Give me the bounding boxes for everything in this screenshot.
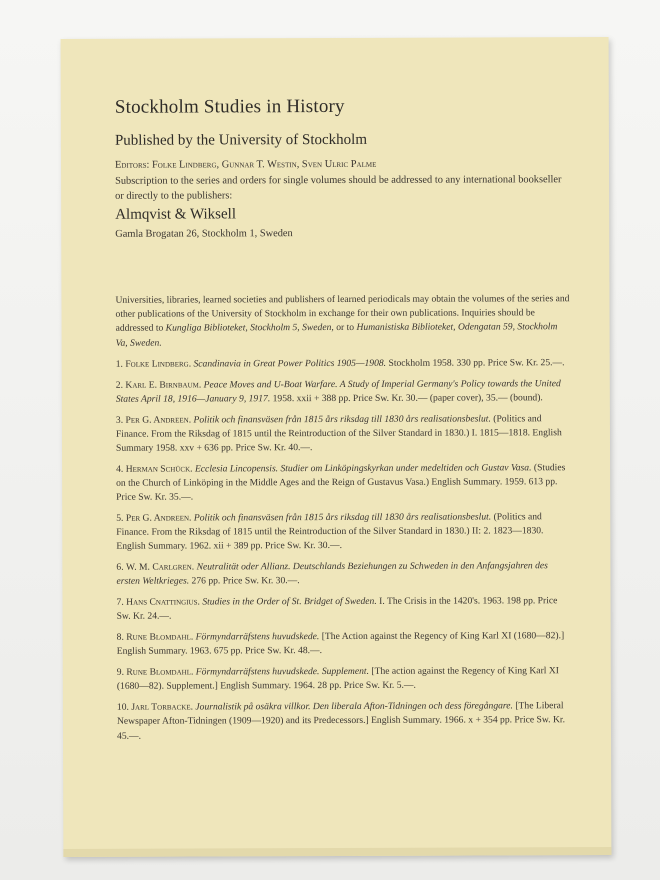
entry-title: Ecclesia Lincopensis. Studier om Linköpingskyrkan under medeltiden och Gustav Vasa.: [194, 462, 532, 475]
entry-details: (Politics and Finance. From the Riksdag of 1815 until the Reintroduction of the Silver Standard in 1830.) II: 2. 1823—1830. English Summary. 1962. xii + 389 pp. Price Sw. Kr. 30.—.: [116, 511, 544, 553]
entry-author: Herman Schück.: [125, 463, 193, 475]
volume-entry: [116, 559, 571, 589]
entry-details: 276 pp. Price Sw. Kr. 30.—.: [191, 575, 300, 587]
publisher-name: Almqvist & Wiksell: [115, 206, 237, 223]
editors-label: Editors:: [114, 159, 150, 171]
intro-address-1: Kungliga Biblioteket, Stockholm 5, Sweden,: [165, 322, 334, 335]
entry-title: Journalistik på osäkra villkor. Den liberala Afton-Tidningen och dess föregångare.: [195, 700, 513, 713]
entry-author: Folke Lindberg.: [125, 358, 192, 370]
entry-title: Politik och finansväsen från 1815 års riksdag till 1830 års realisationsbeslut.: [193, 413, 491, 426]
editors-names: Folke Lindberg, Gunnar T. Westin, Sven Ulric Palme: [151, 158, 377, 171]
editors-line: [115, 156, 570, 173]
entry-author: Hans Cnattingius.: [126, 596, 200, 608]
entry-number: 2.: [115, 379, 124, 391]
entry-number: 10.: [116, 701, 129, 713]
volume-list: [116, 356, 572, 744]
volume-entry: [117, 629, 572, 659]
intro-text-2: or to: [333, 322, 357, 334]
volume-entry: [116, 377, 571, 407]
entry-author: Rune Blomdahl.: [126, 666, 194, 678]
volume-entry: [116, 412, 571, 456]
entry-number: 3.: [115, 414, 124, 426]
volume-entry: [117, 594, 572, 624]
volume-entry: [117, 664, 572, 694]
entry-details: I. The Crisis in the 1420's. 1963. 198 pp. Price Sw. Kr. 24.—.: [116, 595, 558, 623]
entry-number: 6.: [116, 561, 124, 573]
entry-title: Peace Moves and U-Boat Warfare. A Study of Imperial Germany's Policy towards the United States April 18, 1916—January 9, 1917.: [115, 377, 561, 405]
entry-title: Studies in the Order of St. Bridget of Sweden.: [202, 596, 377, 608]
book-back-cover: [61, 37, 612, 857]
series-title: Stockholm Studies in History: [114, 95, 345, 118]
publisher-line: Published by the University of Stockholm: [114, 131, 368, 149]
entry-number: 4.: [116, 463, 124, 475]
entry-number: 5.: [116, 512, 124, 524]
volume-entry: [116, 461, 571, 505]
entry-title: Förmyndarräfstens huvudskede. Supplement.: [195, 666, 370, 678]
entry-details: (Studies on the Church of Linköping in the Middle Ages and the Reign of Gustavus Vasa.) English Summary. 1959. 613 pp. Price Sw. Kr. 35.—.: [116, 462, 566, 503]
entry-author: W. M. Carlgren.: [126, 561, 195, 573]
entry-details: Stockholm 1958. 330 pp. Price Sw. Kr. 25.—.: [388, 357, 565, 369]
entry-number: 7.: [116, 596, 124, 608]
subscription-text: Subscription to the series and orders for single volumes should be addressed to any international bookseller or directly to the publishers:: [115, 174, 562, 202]
entry-number: 9.: [116, 666, 125, 678]
entry-details: [The action against the Regency of King Karl XI (1680—82). Supplement.] English Summary. 1964. 28 pp. Price Sw. Kr. 5.—.: [116, 665, 559, 693]
cover-content: [115, 95, 572, 750]
entry-details: [The Liberal Newspaper Afton-Tidningen (1909—1920) and its Predecessors.] English Summary. 1966. x + 354 pp. Price Sw. Kr. 45.—.: [116, 700, 565, 742]
intro-address-2: Humanistiska Biblioteket, Odengatan 59, Stockholm Va, Sweden.: [115, 321, 558, 349]
entry-title: Förmyndarräfstens huvudskede.: [195, 631, 320, 643]
entry-author: Karl E. Birnbaum.: [125, 379, 202, 391]
volume-entry: [116, 510, 571, 554]
intro-text-1: Universities, libraries, learned societies and publishers of learned periodicals may obtain the volumes of the series and other publications of the University of Stockholm in exchange for their own publications. Inquiries should be addressed to: [115, 293, 570, 335]
entry-details: (Politics and Finance. From the Riksdag of 1815 until the Reintroduction of the Silver Standard in 1830.) I. 1815—1818. English Summary 1958. xxv + 636 pp. Price Sw. Kr. 40.—.: [115, 412, 562, 454]
entry-author: Rune Blomdahl.: [126, 631, 194, 643]
entry-details: 1958. xxii + 388 pp. Price Sw. Kr. 30.— (paper cover), 35.— (bound).: [272, 392, 543, 405]
entry-details: [The Action against the Regency of King Karl XI (1680—82).] English Summary. 1963. 675 pp. Price Sw. Kr. 48.—.: [116, 630, 565, 658]
entry-number: 1.: [115, 358, 123, 370]
entry-author: Per G. Andreen.: [125, 414, 192, 426]
entry-title: Scandinavia in Great Power Politics 1905—1908.: [193, 357, 387, 370]
entry-author: Per G. Andreen.: [125, 512, 192, 524]
entry-title: Politik och finansväsen från 1815 års riksdag till 1830 års realisationsbeslut.: [193, 511, 492, 524]
entry-author: Jarl Torbacke.: [131, 701, 194, 713]
entry-title: Neutralität oder Allianz. Deutschlands Beziehungen zu Schweden in den Anfangsjahren des ersten Weltkrieges.: [116, 560, 548, 588]
exchange-notice: [115, 292, 570, 350]
entry-number: 8.: [116, 631, 124, 643]
volume-entry: [116, 356, 571, 372]
volume-entry: [117, 699, 572, 743]
publisher-address: Gamla Brogatan 26, Stockholm 1, Sweden: [115, 228, 293, 240]
